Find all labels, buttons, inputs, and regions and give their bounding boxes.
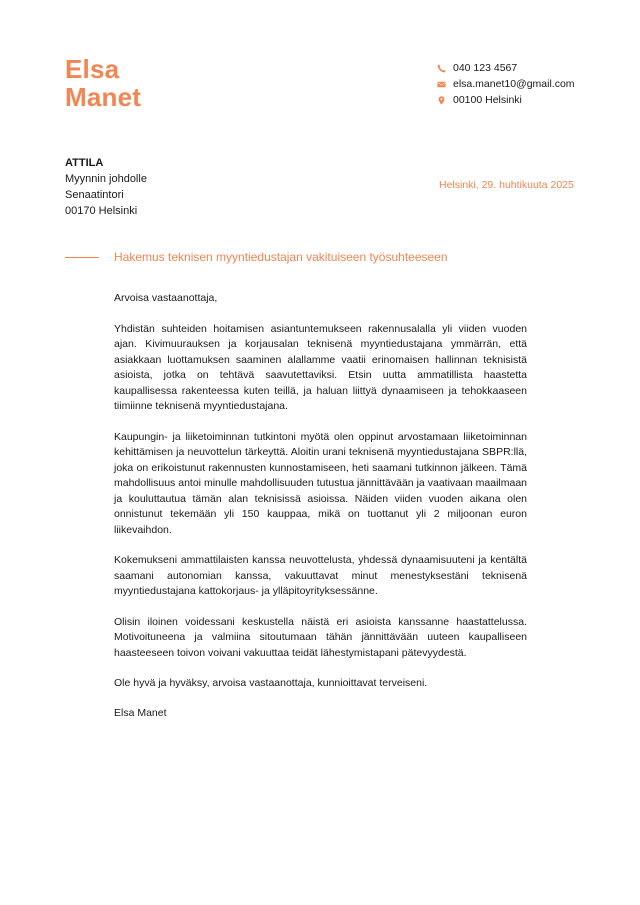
closing: Ole hyvä ja hyväksy, arvoisa vastaanottaja, kunnioittavat terveiseni. [114,677,428,689]
envelope-icon [436,79,446,89]
body-paragraph: Kaupungin- ja liiketoiminnan tutkintoni myötä olen oppinut arvostamaan liiketoiminnan kehittämisen ja neuvottelun tärkeyttä. Aloitin urani teknisenä myyntiedustajana SBPR:llä, joka on erikoistunut rakennusten kunnostamiseen, heti saamani tutkinnon jälkeen. Tämä mahdollisuus antoi minulle mahdollisuuden tutustua jännittävään ja vaativaan maailmaan ja kouluttautua tämän alan teknisissä asioissa. Näiden viiden vuoden aikana olen onnistunut tekemään yli 150 kauppaa, mikä on tuottanut yli 2 miljoonan euron liikevaihdon. [114,430,527,536]
contact-block [436,60,575,108]
sender-last-name: Manet [65,82,142,112]
recipient-title: Myynnin johdolle [65,173,147,185]
contact-address [436,92,575,108]
recipient-block [65,155,147,219]
subject-divider [65,257,99,258]
phone-number[interactable]: 040 123 4567 [453,62,518,74]
contact-email [436,76,575,92]
letter-date: Helsinki, 29. huhtikuuta 2025 [439,179,574,191]
recipient-street: Senaatintori [65,189,124,201]
contact-phone [436,60,575,76]
recipient-postal: 00170 Helsinki [65,205,138,217]
letter-body [114,291,527,736]
letter-subject: Hakemus teknisen myyntiedustajan vakituiseen työsuhteeseen [114,250,448,264]
recipient-company: ATTILA [65,157,104,169]
signature: Elsa Manet [114,706,167,719]
map-pin-icon [436,95,446,105]
sender-first-name: Elsa [65,54,120,84]
body-paragraph: Olisin iloinen voidessani keskustella näistä eri asioista kanssanne haastattelussa. Motivoituneena ja valmiina sitoutumaan tähän jännittävään uuteen kaupalliseen haasteeseen toivon voivani vakuuttaa teidät lähestymistapani pätevyydestä. [114,615,527,659]
street-address: 00100 Helsinki [453,94,522,106]
greeting: Arvoisa vastaanottaja, [114,292,218,304]
body-paragraph: Yhdistän suhteiden hoitamisen asiantuntemukseen rakennusalalla yli viiden vuoden ajan. Kivimuurauksen ja korjausalan teknisenä myyntiedustajana ymmärrän, että asiakkaan luottamuksen saaminen alallamme vaatii erinomaisen hallinnan teknisistä asioista, jotka on tehtävä saavutettaviksi. Etsin uutta ammatillista haastetta kaupallisessa rakenteessa kuten teillä, ja haluan liittyä dynaamiseen ja tehokkaaseen tiimiinne teknisenä myyntiedustajana. [114,322,527,412]
phone-icon [436,63,446,73]
body-paragraph: Kokemukseni ammattilaisten kanssa neuvottelusta, yhdessä dynaamisuuteni ja kentältä saamani autonomian kanssa, vakuuttavat minut menestyksestäni teknisenä myyntiedustajana kattokorjaus- ja ylläpitoyrityksessänne. [114,554,527,597]
sender-name [65,55,141,111]
email-address[interactable]: elsa.manet10@gmail.com [453,78,575,90]
